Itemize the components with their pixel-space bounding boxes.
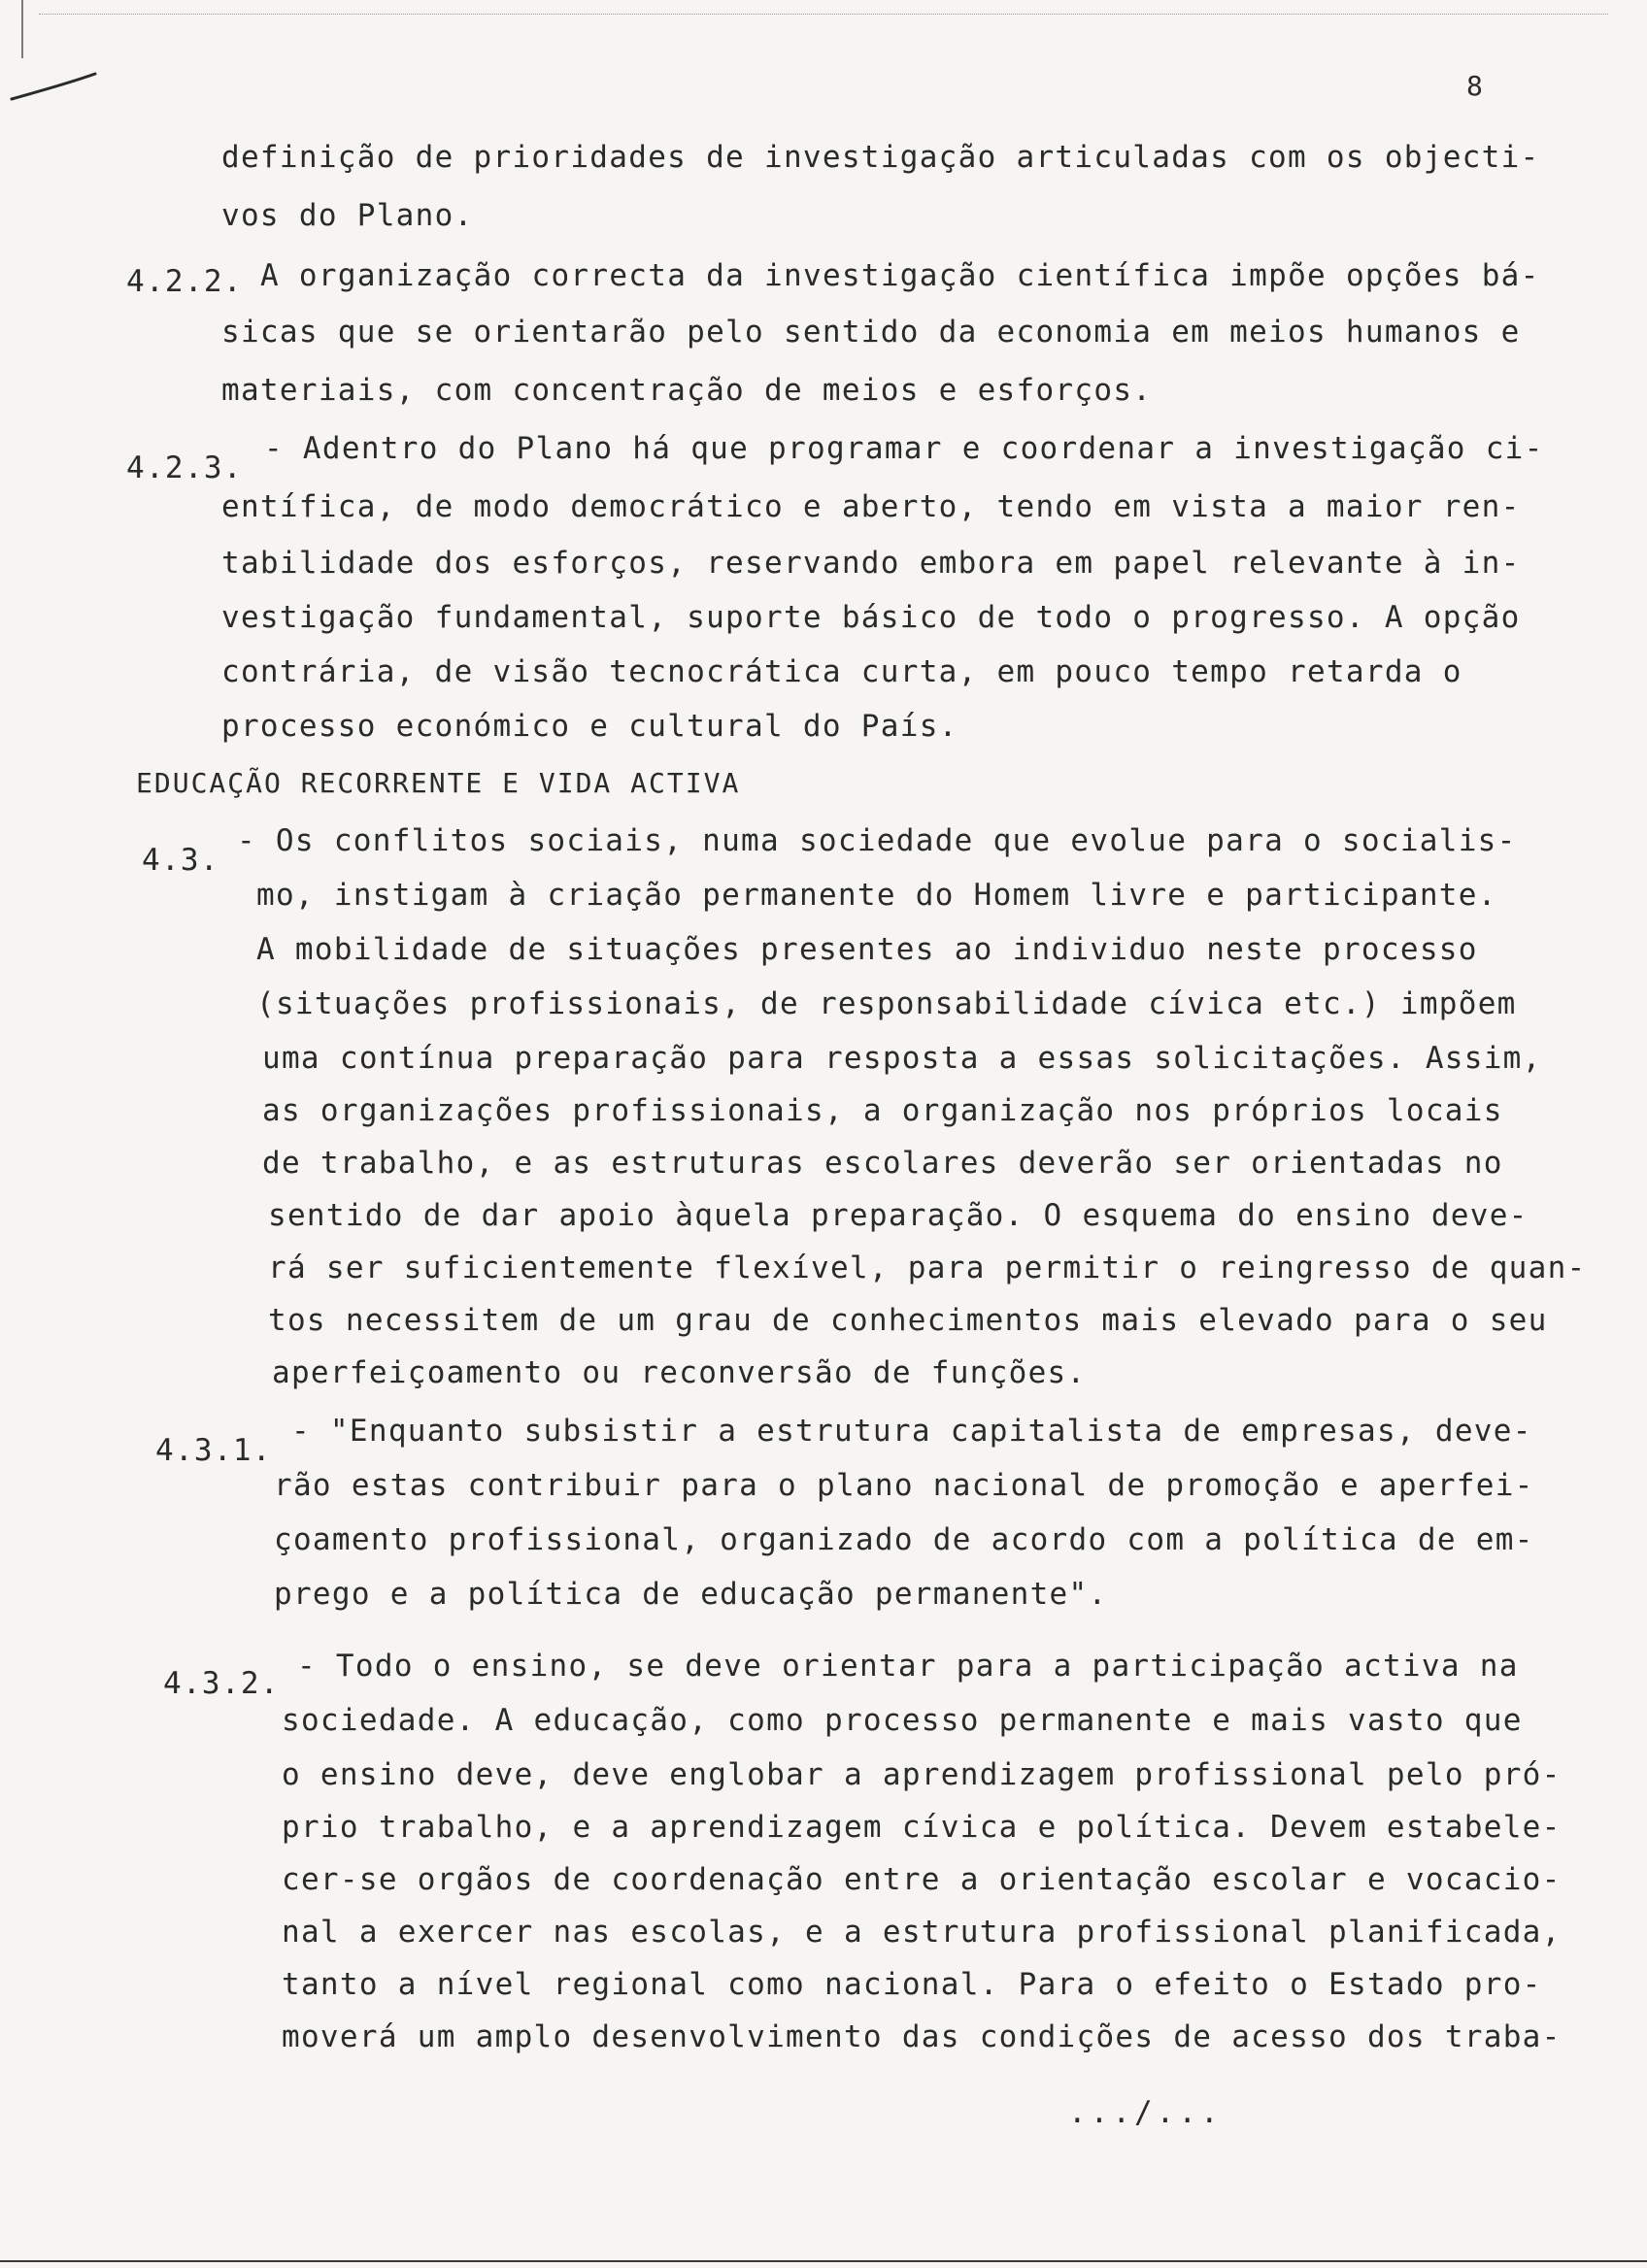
text-line: rá ser suficientemente flexível, para permitir o reingresso de quan- [268,1251,1587,1285]
text-line: contrária, de visão tecnocrática curta, em pouco tempo retarda o [221,654,1462,689]
section-heading: EDUCAÇÃO RECORRENTE E VIDA ACTIVA [136,767,741,799]
scan-edge-top [39,14,1608,17]
text-line: entífica, de modo democrático e aberto, tendo em vista a maior ren- [221,489,1521,524]
text-line: sicas que se orientarão pelo sentido da economia em meios humanos e [221,315,1521,350]
text-line: cer-se orgãos de coordenação entre a orientação escolar e vocacio- [282,1862,1562,1897]
paragraph-number: 4.3.2. [163,1666,280,1701]
text-line: prio trabalho, e a aprendizagem cívica e política. Devem estabele- [282,1810,1562,1845]
text-line: çoamento profissional, organizado de acordo com a política de em- [274,1522,1534,1557]
paragraph-number: 4.3.1. [155,1433,272,1468]
paragraph-number: 4.2.2. [126,264,243,299]
text-line: vos do Plano. [221,198,474,233]
continuation-mark: .../... [1068,2095,1223,2130]
text-line: mo, instigam à criação permanente do Homem livre e participante. [256,878,1497,913]
paragraph-number: 4.2.3. [126,450,243,485]
text-line: uma contínua preparação para resposta a essas solicitações. Assim, [262,1041,1542,1076]
text-line: vestigação fundamental, suporte básico de todo o progresso. A opção [221,600,1521,635]
scan-edge-left [21,0,23,58]
text-line: - Adentro do Plano há que programar e coordenar a investigação ci- [264,431,1544,466]
text-line: moverá um amplo desenvolvimento das condições de acesso dos traba- [282,2019,1562,2054]
text-line: as organizações profissionais, a organização nos próprios locais [262,1093,1503,1128]
pen-stroke-mark [10,70,97,105]
text-line: A mobilidade de situações presentes ao individuo neste processo [256,932,1478,967]
text-line: materiais, com concentração de meios e esforços. [221,373,1153,408]
text-line: de trabalho, e as estruturas escolares deverão ser orientadas no [262,1146,1503,1181]
text-line: sociedade. A educação, como processo permanente e mais vasto que [282,1703,1523,1738]
scan-edge-bottom [0,2260,1647,2262]
text-line: tabilidade dos esforços, reservando embora em papel relevante à in- [221,546,1521,581]
paragraph-number: 4.3. [142,843,219,878]
text-line: aperfeiçoamento ou reconversão de funções. [272,1355,1087,1390]
text-line: sentido de dar apoio àquela preparação. O esquema do ensino deve- [268,1198,1529,1233]
text-line: (situações profissionais, de responsabilidade cívica etc.) impõem [256,986,1517,1021]
text-line: nal a exercer nas escolas, e a estrutura profissional planificada, [282,1915,1562,1950]
text-line: rão estas contribuir para o plano nacional de promoção e aperfei- [274,1468,1534,1503]
text-line: definição de prioridades de investigação articuladas com os objecti- [221,140,1540,175]
text-line: A organização correcta da investigação científica impõe opções bá- [260,258,1540,293]
text-line: - "Enquanto subsistir a estrutura capitalista de empresas, deve- [291,1414,1532,1449]
text-line: prego e a política de educação permanente". [274,1577,1108,1612]
text-line: - Os conflitos sociais, numa sociedade que evolue para o socialis- [237,823,1517,858]
page-number: 8 [1466,70,1483,102]
text-line: tos necessitem de um grau de conhecimentos mais elevado para o seu [268,1303,1548,1338]
text-line: processo económico e cultural do País. [221,709,958,744]
text-line: tanto a nível regional como nacional. Para o efeito o Estado pro- [282,1967,1542,2002]
text-line: - Todo o ensino, se deve orientar para a participação activa na [297,1649,1519,1684]
text-line: o ensino deve, deve englobar a aprendizagem profissional pelo pró- [282,1757,1562,1792]
